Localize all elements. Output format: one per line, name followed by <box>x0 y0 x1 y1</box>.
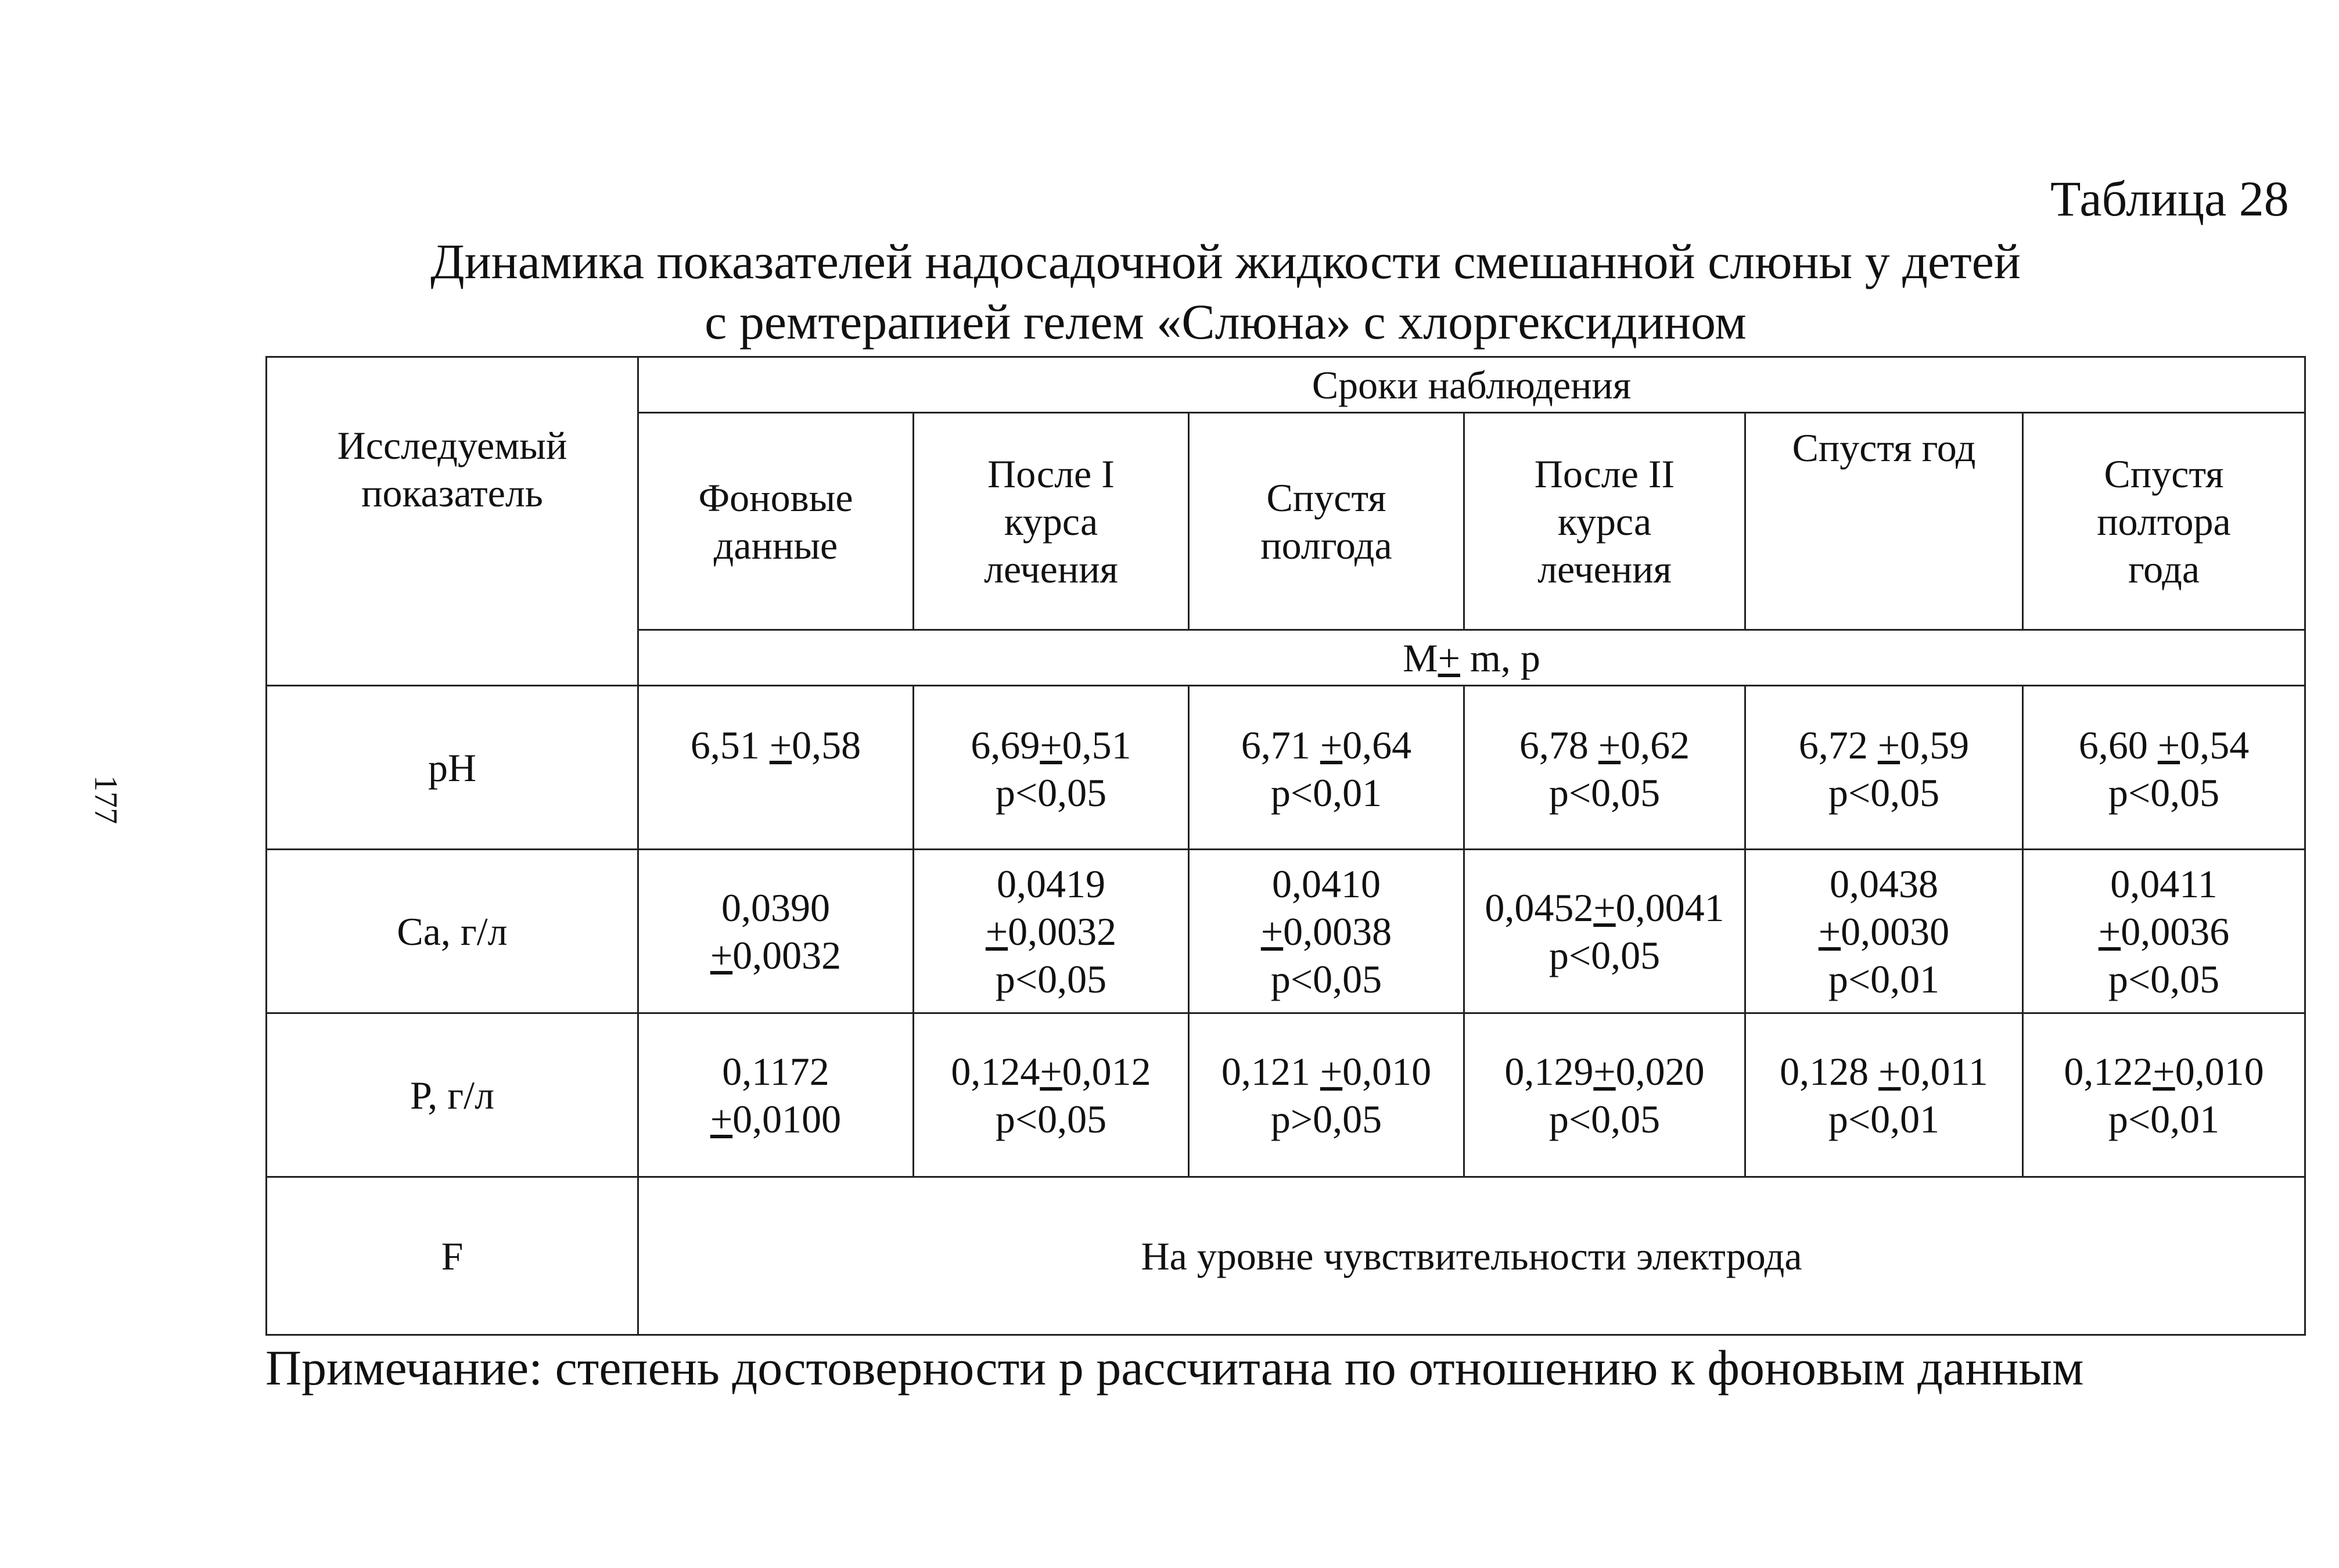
param-cell: pH <box>267 686 638 850</box>
value-line: p<0,05 <box>1270 956 1382 1001</box>
plus-minus-sign: + <box>710 933 733 977</box>
plus-minus-sign: + <box>710 1096 733 1141</box>
value-cell <box>914 850 1189 1013</box>
stat-header-plus-minus: + <box>1438 635 1460 680</box>
data-table <box>265 356 2306 1336</box>
col-header-line: Спустя <box>2104 451 2224 496</box>
stat-header-cell <box>638 630 2305 686</box>
col-header-line: После II <box>1534 451 1675 496</box>
plus-minus-sign: + <box>1260 909 1284 954</box>
col-header-line: Фоновые <box>698 475 853 520</box>
value-line: p<0,05 <box>2108 956 2220 1001</box>
value-line: p<0,05 <box>995 771 1107 815</box>
value-cell <box>914 686 1189 850</box>
plus-minus-sign: + <box>1593 885 1616 930</box>
value-line: p<0,05 <box>1548 1096 1661 1141</box>
value-cell <box>638 850 914 1013</box>
value-line: +0,0036 <box>2098 909 2230 954</box>
plus-minus-sign: + <box>1878 1049 1901 1094</box>
value-cell <box>1745 686 2023 850</box>
plus-minus-sign: + <box>1040 1049 1062 1094</box>
value-cell <box>1189 850 1464 1013</box>
value-line: 0,128 +0,011 <box>1780 1049 1988 1094</box>
value-cell <box>1464 686 1745 850</box>
merged-value-cell: На уровне чувствительности электрода <box>638 1177 2305 1335</box>
col-header-line: курса <box>1004 499 1098 544</box>
value-cell <box>914 1013 1189 1177</box>
col-header-line: данные <box>713 523 838 567</box>
param-cell: Ca, г/л <box>267 850 638 1013</box>
value-line: 0,0410 <box>1272 861 1381 906</box>
col-header-half-year <box>1189 413 1464 630</box>
value-line: 6,51 +0,58 <box>690 723 861 767</box>
col-header-one-year <box>1745 413 2023 630</box>
value-line: p<0,05 <box>995 1096 1107 1141</box>
col-header-after-course-2 <box>1464 413 1745 630</box>
value-line: p<0,01 <box>1828 1096 1940 1141</box>
value-line: +0,0032 <box>710 933 842 977</box>
value-line: 6,71 +0,64 <box>1241 723 1412 767</box>
value-line: p>0,05 <box>1270 1096 1382 1141</box>
value-cell <box>1189 686 1464 850</box>
value-line: 6,78 +0,62 <box>1519 723 1690 767</box>
value-line: +0,0032 <box>985 909 1117 954</box>
table-row-ca <box>267 850 2305 1013</box>
value-line: +0,0100 <box>710 1096 842 1141</box>
value-line: 0,0411 <box>2110 861 2218 906</box>
col-header-line: Спустя год <box>1792 426 1976 470</box>
value-line: 0,122+0,010 <box>2064 1049 2264 1094</box>
plus-minus-sign: + <box>2098 909 2121 954</box>
value-line: p<0,05 <box>2108 771 2220 815</box>
group-header-cell: Сроки наблюдения <box>638 357 2305 413</box>
title-line-1: Динамика показателей надосадочной жидкости смешанной слюны у детей <box>430 233 2021 289</box>
title-line-2: с ремтерапией гелем «Слюна» с хлоргексидином <box>705 294 1747 350</box>
col-header-after-course-1 <box>914 413 1189 630</box>
value-cell <box>2023 1013 2305 1177</box>
value-line: p<0,05 <box>1548 771 1661 815</box>
plus-minus-sign: + <box>1877 723 1900 767</box>
table-row-ph <box>267 686 2305 850</box>
plus-minus-sign: + <box>1320 1049 1343 1094</box>
plus-minus-sign: + <box>1598 723 1621 767</box>
plus-minus-sign: + <box>2157 723 2180 767</box>
plus-minus-sign: + <box>1593 1049 1616 1094</box>
col-header-line: После I <box>987 451 1115 496</box>
col-header-line: года <box>2128 546 2200 591</box>
value-line: +0,0038 <box>1260 909 1392 954</box>
value-cell <box>1745 1013 2023 1177</box>
value-line: 6,60 +0,54 <box>2078 723 2250 767</box>
value-line: 0,0438 <box>1830 861 1938 906</box>
param-cell: F <box>267 1177 638 1335</box>
col-header-one-and-half-years <box>2023 413 2305 630</box>
value-line: p<0,01 <box>2108 1096 2220 1141</box>
plus-minus-sign: + <box>1040 723 1062 767</box>
plus-minus-sign: + <box>2153 1049 2175 1094</box>
value-line: 0,1172 <box>722 1049 829 1094</box>
value-cell <box>1464 850 1745 1013</box>
value-cell <box>638 1013 914 1177</box>
value-cell <box>2023 850 2305 1013</box>
plus-minus-sign: + <box>1320 723 1343 767</box>
param-cell: P, г/л <box>267 1013 638 1177</box>
plus-minus-sign: + <box>985 909 1008 954</box>
plus-minus-sign: + <box>769 723 792 767</box>
stat-header-rest: m, p <box>1460 635 1540 680</box>
col-header-line: лечения <box>1537 546 1672 591</box>
col-header-line: полтора <box>2097 499 2231 544</box>
param-header-line-2: показатель <box>361 471 543 515</box>
value-line: 0,129+0,020 <box>1504 1049 1705 1094</box>
value-line: p<0,01 <box>1828 956 1940 1001</box>
col-header-line: полгода <box>1260 523 1392 567</box>
value-line: 0,121 +0,010 <box>1221 1049 1432 1094</box>
value-cell <box>1745 850 2023 1013</box>
value-line: +0,0030 <box>1818 909 1950 954</box>
table-label: Таблица 28 <box>2050 171 2289 226</box>
param-header-cell <box>267 357 638 686</box>
col-header-background <box>638 413 914 630</box>
page-number: 177 <box>88 775 124 824</box>
value-cell <box>2023 686 2305 850</box>
table-row-f <box>267 1177 2305 1335</box>
col-header-line: Спустя <box>1266 475 1386 520</box>
value-line: p<0,01 <box>1270 771 1382 815</box>
plus-minus-sign: + <box>1818 909 1841 954</box>
param-header-line-1: Исследуемый <box>337 423 567 467</box>
value-line: 0,124+0,012 <box>951 1049 1151 1094</box>
header-row-1 <box>267 357 2305 413</box>
table-row-p <box>267 1013 2305 1177</box>
value-line: 6,69+0,51 <box>971 723 1131 767</box>
value-cell <box>1189 1013 1464 1177</box>
stat-header-m: M <box>1403 635 1438 680</box>
value-line: p<0,05 <box>1548 933 1661 977</box>
value-line: p<0,05 <box>1828 771 1940 815</box>
value-cell <box>638 686 914 850</box>
value-line: 6,72 +0,59 <box>1798 723 1970 767</box>
col-header-line: курса <box>1557 499 1652 544</box>
value-line: 0,0419 <box>997 861 1105 906</box>
table-title <box>267 231 2184 352</box>
value-line: 0,0390 <box>721 885 830 930</box>
value-line: 0,0452+0,0041 <box>1485 885 1724 930</box>
col-header-line: лечения <box>984 546 1118 591</box>
value-cell <box>1464 1013 1745 1177</box>
value-line: p<0,05 <box>995 956 1107 1001</box>
table-note: Примечание: степень достоверности p рассчитана по отношению к фоновым данным <box>265 1340 2084 1396</box>
